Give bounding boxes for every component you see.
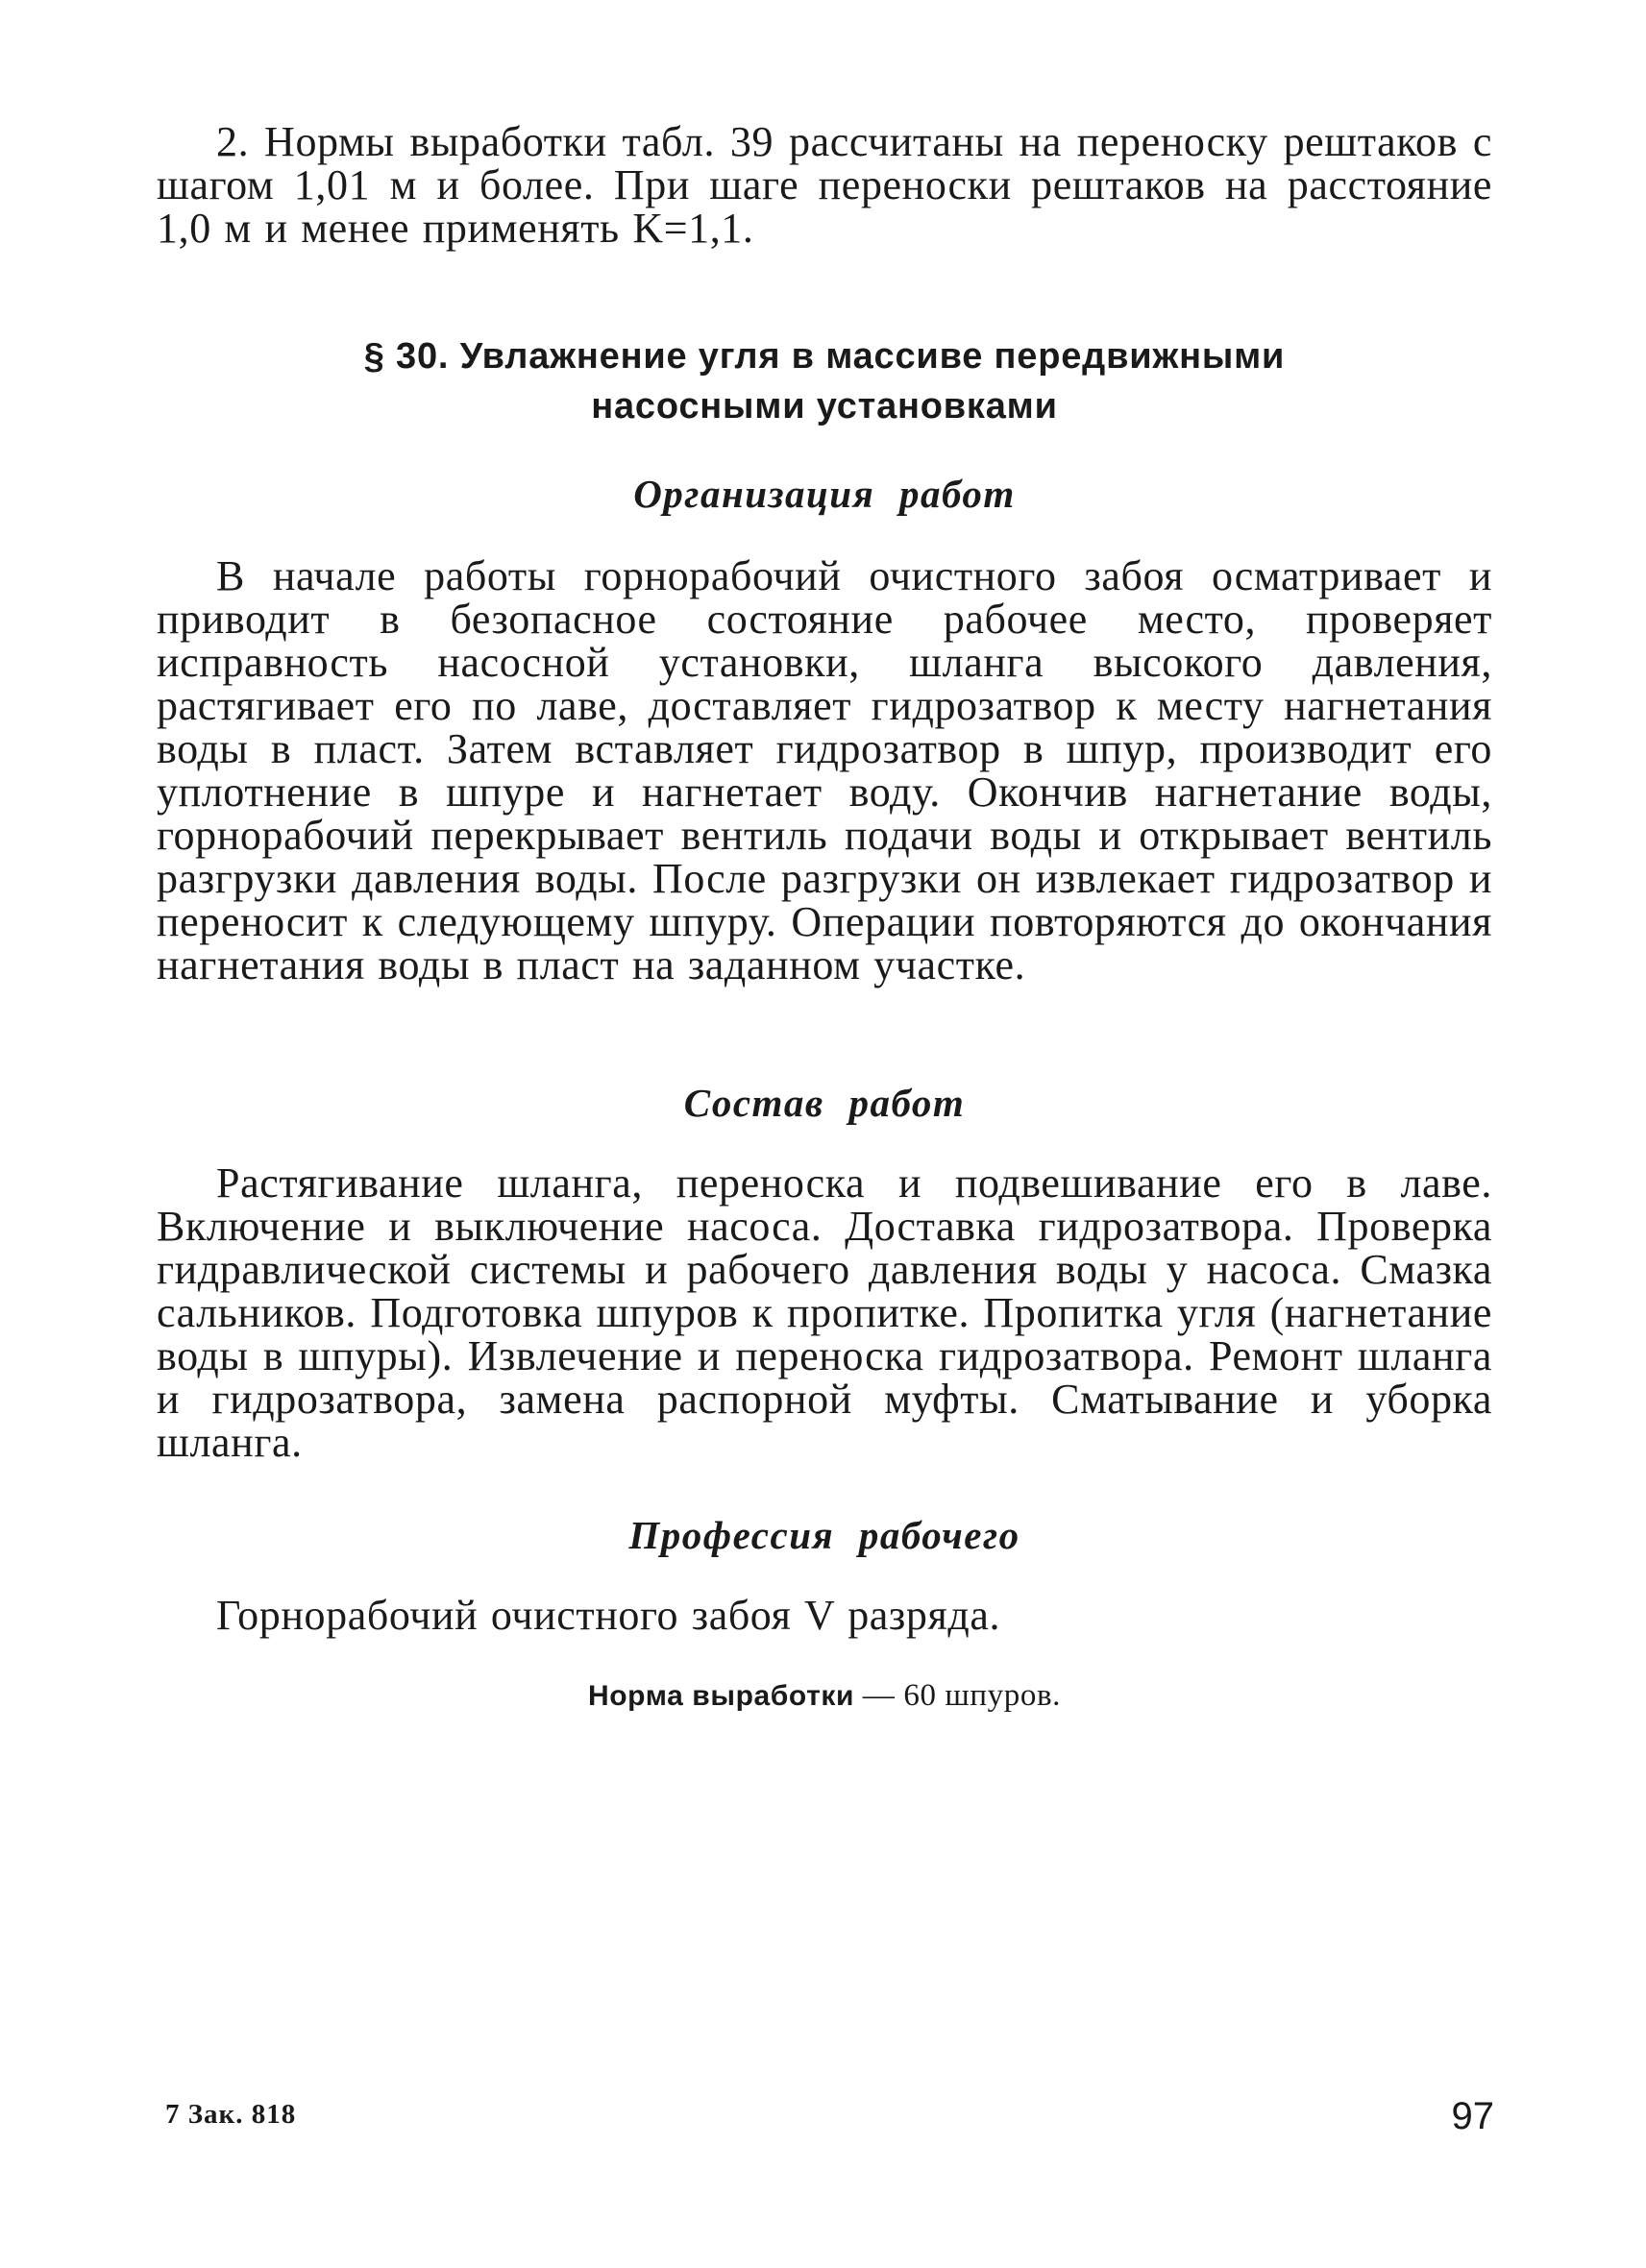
composition-paragraph: Растягивание шланга, переноска и подвешивание его в лаве. Включение и выключение насоса. Доставка гидрозатвора. Проверка гидравлической системы и рабочего давления воды у насоса. Смазка сальников. Подготовка шпуров к пропитке. Пропитка угля (нагнетание воды в шпуры). Извлечение и переноска гидрозатвора. Ремонт шланга и гидрозатвора, замена распорной муфты. Сматывание и уборка шланга. — [157, 1159, 1492, 1466]
organization-heading: Организация работ — [633, 472, 1016, 516]
note-paragraph: 2. Нормы выработки табл. 39 рассчитаны на переноску рештаков с шагом 1,01 м и более. При шаге переноски рештаков на расстояние 1,0 м и менее применять K=1,1. — [157, 118, 1492, 252]
section-title-line2: насосными установками — [591, 386, 1058, 427]
composition-heading: Состав работ — [683, 1081, 966, 1125]
order-number: 7 Зак. 818 — [165, 2099, 297, 2130]
section-title-line1: § 30. Увлажнение угля в массиве передвижными — [363, 336, 1286, 377]
organization-paragraph: В начале работы горнорабочий очистного забоя осматривает и приводит в безопасное состояние рабочее место, проверяет исправность насосной установки, шланга высокого давления, растягивает его по лаве, доставляет гидрозатвор к месту нагнетания воды в пласт. Затем вставляет гидрозатвор в шпур, производит его уплотнение в шпуре и нагнетает воду. Окончив нагнетание воды, горнорабочий перекрывает вентиль подачи воды и открывает вентиль разгрузки давления воды. После разгрузки он извлекает гидрозатвор и переносит к следующему шпуру. Операции повторяются до окончания нагнетания воды в пласт на заданном участке. — [157, 552, 1492, 988]
output-norm — [157, 1676, 1492, 1716]
profession-heading: Профессия рабочего — [628, 1513, 1020, 1557]
section-title — [157, 331, 1492, 431]
page-number: 97 — [1451, 2095, 1494, 2137]
profession-paragraph: Горнорабочий очистного забоя V разряда. — [216, 1592, 1001, 1639]
output-norm-value: — 60 шпуров. — [862, 1678, 1062, 1713]
output-norm-label: Норма выработки — [587, 1680, 855, 1712]
